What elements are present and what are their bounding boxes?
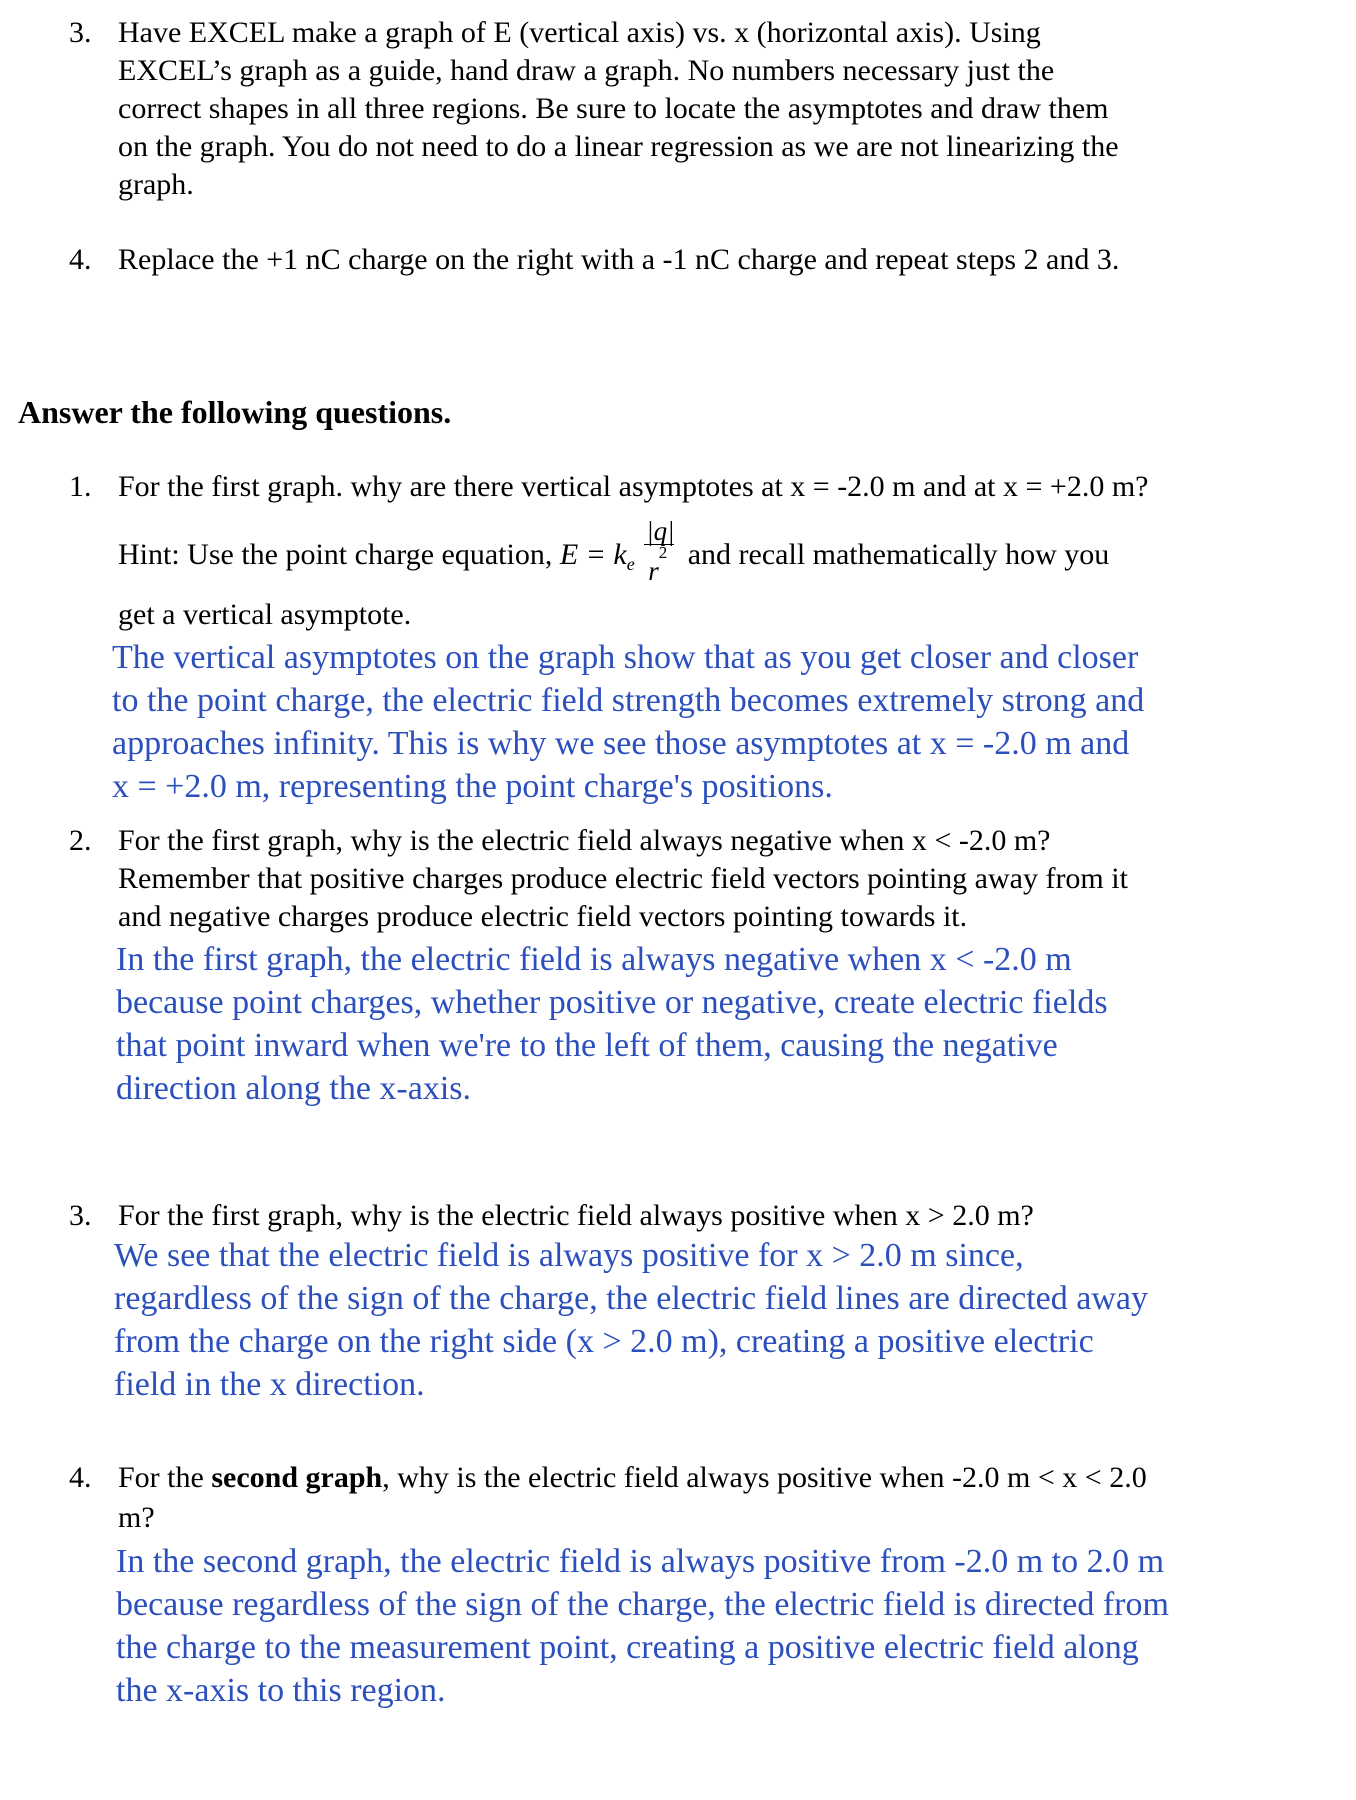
formula-lhs: E = k bbox=[559, 538, 627, 571]
formula-exponent: 2 bbox=[658, 543, 668, 562]
question-text: m? bbox=[118, 1501, 155, 1534]
question-text: For the first graph. why are there vertical asymptotes at x = -2.0 m and at x = +2.0 m? bbox=[118, 470, 1149, 503]
answer-line: direction along the x-axis. bbox=[116, 1070, 472, 1107]
text-line: on the graph. You do not need to do a linear regression as we are not linearizing the bbox=[118, 130, 1119, 163]
formula-fraction bbox=[642, 516, 680, 586]
answer-line: The vertical asymptotes on the graph show that as you get closer and closer bbox=[112, 639, 1139, 676]
answer-line: from the charge on the right side (x > 2.0 m), creating a positive electric bbox=[114, 1323, 1094, 1360]
answer-line: In the first graph, the electric field is always negative when x < -2.0 m bbox=[116, 941, 1072, 978]
question-number: 4. bbox=[69, 1461, 92, 1494]
text-line: EXCEL’s graph as a guide, hand draw a graph. No numbers necessary just the bbox=[118, 54, 1055, 87]
text-line: correct shapes in all three regions. Be sure to locate the asymptotes and draw them bbox=[118, 92, 1109, 125]
formula-numerator: |q| bbox=[646, 516, 675, 546]
formula-subscript: e bbox=[626, 554, 635, 574]
question-text: and negative charges produce electric field vectors pointing towards it. bbox=[118, 900, 968, 933]
answer-1 bbox=[112, 636, 1342, 808]
question-text: Remember that positive charges produce electric field vectors pointing away from it bbox=[118, 862, 1128, 895]
point-charge-formula bbox=[559, 516, 688, 586]
answer-line: to the point charge, the electric field strength becomes extremely strong and bbox=[112, 682, 1145, 719]
answer-line: because point charges, whether positive or negative, create electric fields bbox=[116, 984, 1108, 1021]
emphasis-text: second graph bbox=[211, 1461, 383, 1494]
step-number: 4. bbox=[69, 243, 92, 276]
question-text: For the first graph, why is the electric field always positive when x > 2.0 m? bbox=[118, 1199, 1034, 1232]
text-line: Replace the +1 nC charge on the right with a -1 nC charge and repeat steps 2 and 3. bbox=[118, 243, 1120, 276]
question-number: 3. bbox=[69, 1199, 92, 1232]
hint-line-2 bbox=[118, 596, 1318, 634]
question-text: For the second graph, why is the electric field always positive when -2.0 m < x < 2.0 bbox=[118, 1461, 1147, 1494]
answer-line: field in the x direction. bbox=[114, 1366, 425, 1403]
answer-line: the x-axis to this region. bbox=[116, 1672, 446, 1709]
hint-prefix: Hint: Use the point charge equation, bbox=[118, 538, 553, 571]
answer-2 bbox=[116, 938, 1336, 1110]
answer-4 bbox=[116, 1540, 1346, 1712]
answer-line: regardless of the sign of the charge, the electric field lines are directed away bbox=[114, 1280, 1149, 1317]
formula-denominator: $r^2$ bbox=[648, 543, 668, 586]
hint-suffix: and recall mathematically how you bbox=[687, 538, 1110, 571]
answer-line: x = +2.0 m, representing the point charge's positions. bbox=[112, 768, 833, 805]
question-number: 1. bbox=[69, 470, 92, 503]
answer-line: We see that the electric field is always positive for x > 2.0 m since, bbox=[114, 1237, 1024, 1274]
answer-line: the charge to the measurement point, creating a positive electric field along bbox=[116, 1629, 1139, 1666]
hint-continuation: get a vertical asymptote. bbox=[118, 598, 412, 631]
text-line: graph. bbox=[118, 168, 194, 201]
step-number: 3. bbox=[69, 16, 92, 49]
answer-line: approaches infinity. This is why we see those asymptotes at x = -2.0 m and bbox=[112, 725, 1130, 762]
question-number: 2. bbox=[69, 824, 92, 857]
question-text: For the first graph, why is the electric field always negative when x < -2.0 m? bbox=[118, 824, 1051, 857]
hint-line bbox=[118, 516, 1348, 586]
section-heading: Answer the following questions. bbox=[18, 394, 452, 430]
answer-line: that point inward when we're to the left of them, causing the negative bbox=[116, 1027, 1058, 1064]
answer-3 bbox=[114, 1234, 1344, 1406]
text-line: Have EXCEL make a graph of E (vertical axis) vs. x (horizontal axis). Using bbox=[118, 16, 1041, 49]
answer-line: In the second graph, the electric field is always positive from -2.0 m to 2.0 m bbox=[116, 1543, 1165, 1580]
answer-line: because regardless of the sign of the charge, the electric field is directed from bbox=[116, 1586, 1169, 1623]
